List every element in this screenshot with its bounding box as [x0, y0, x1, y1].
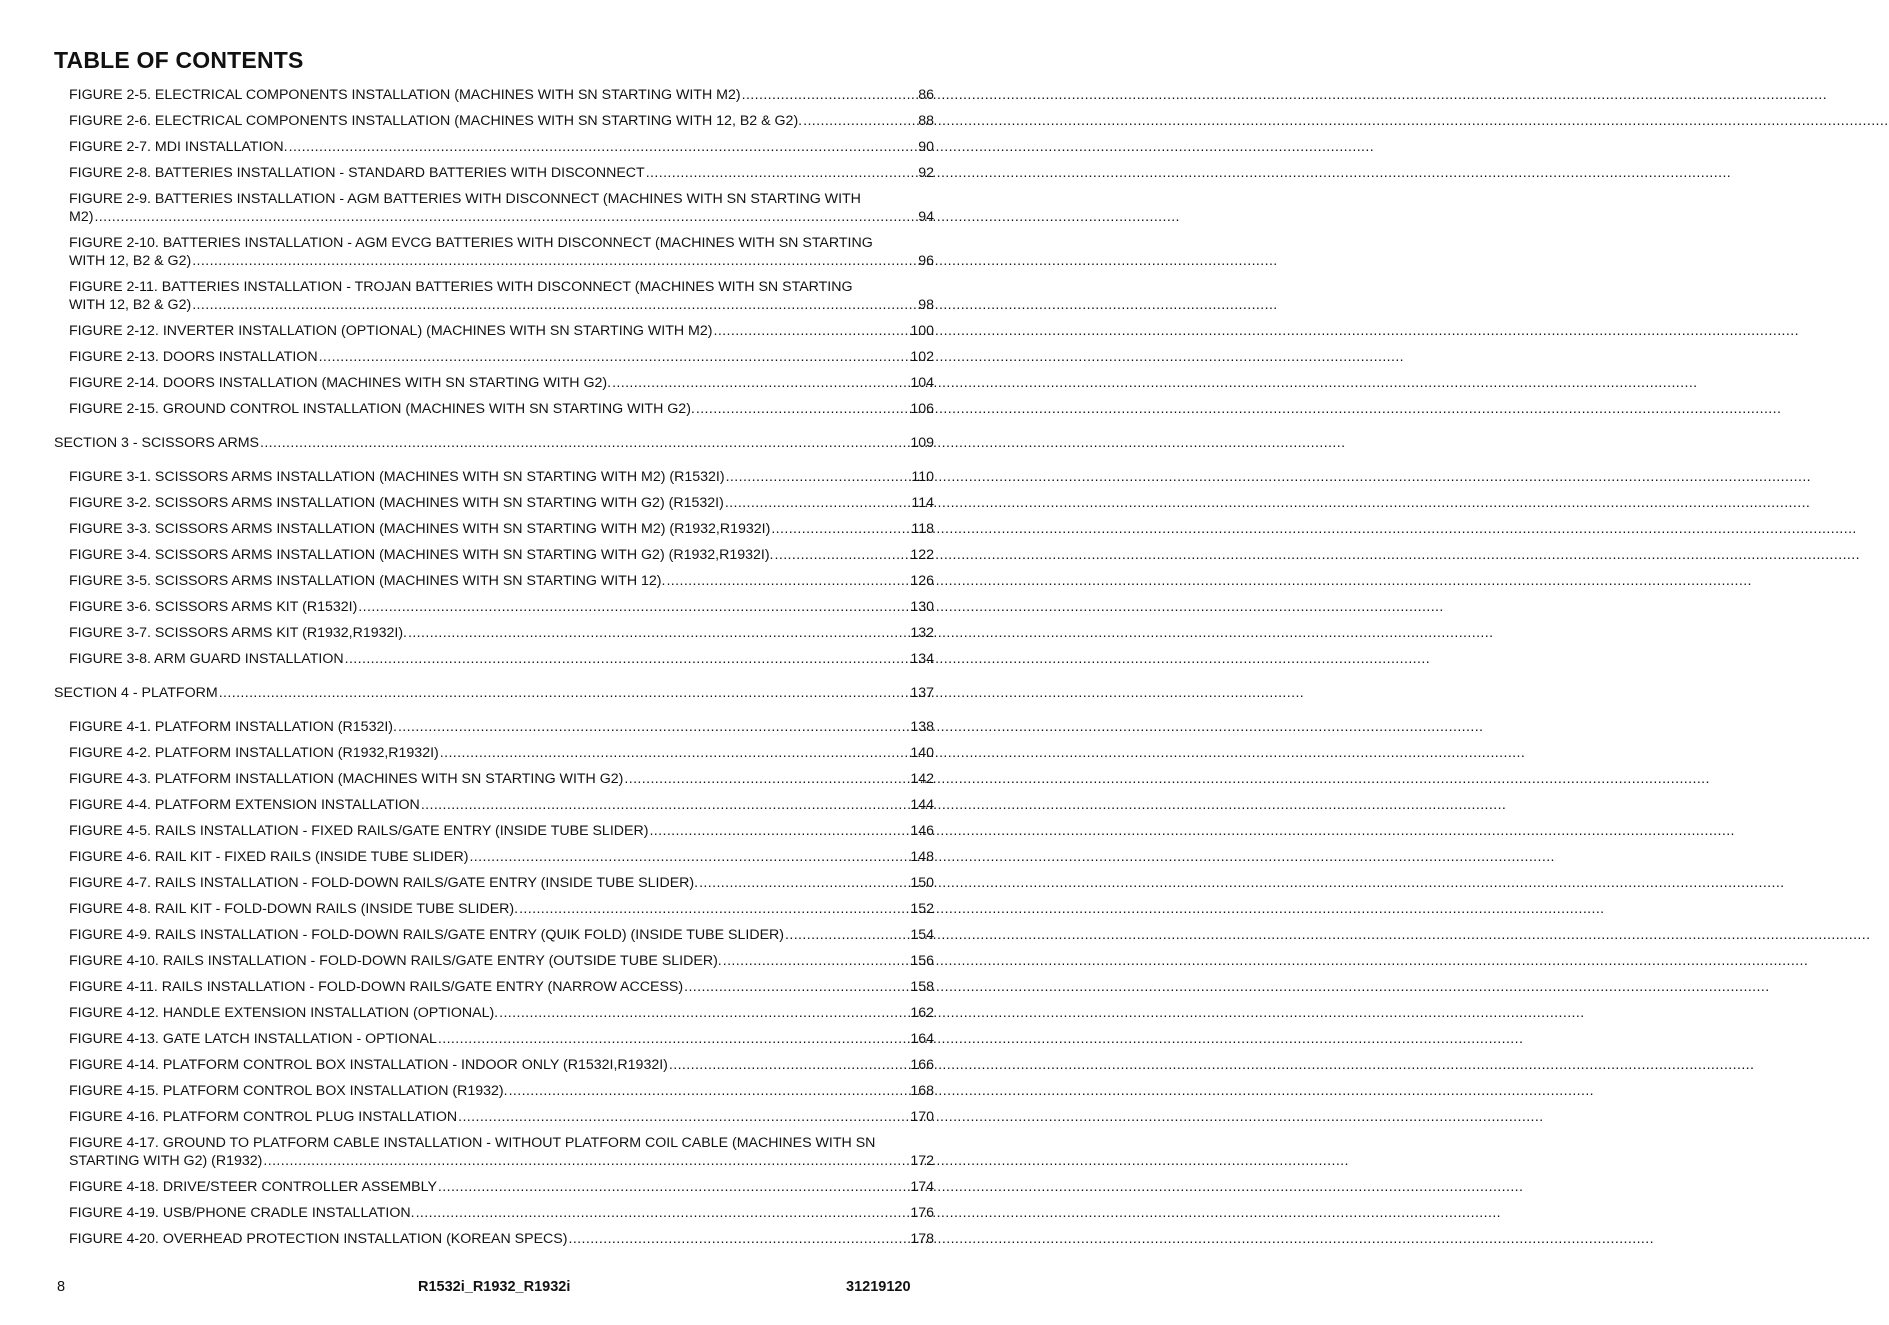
dot-leader: [345, 650, 910, 668]
toc-figure-entry[interactable]: [54, 718, 934, 736]
toc-figure-entry[interactable]: [54, 572, 934, 590]
toc-page-number: 96: [918, 253, 934, 269]
toc-page-number: 126: [910, 573, 934, 589]
toc-entry-title: FIGURE 3-7. SCISSORS ARMS KIT (R1932,R1932I).: [69, 625, 407, 641]
toc-figure-entry[interactable]: [54, 1230, 934, 1248]
toc-page-number: 109: [910, 435, 934, 451]
dot-leader: [669, 1056, 909, 1074]
dot-leader: [192, 296, 917, 314]
toc-entry-title: FIGURE 4-14. PLATFORM CONTROL BOX INSTALLATION - INDOOR ONLY (R1532I,R1932I): [69, 1057, 668, 1073]
page-title: TABLE OF CONTENTS: [54, 47, 304, 73]
dot-leader: [509, 1082, 910, 1100]
toc-page-number: 156: [910, 953, 934, 969]
toc-page-number: 164: [910, 1031, 934, 1047]
dot-leader: [438, 1178, 909, 1196]
toc-page-number: 132: [910, 625, 934, 641]
dot-leader: [416, 1204, 910, 1222]
toc-page-number: 158: [910, 979, 934, 995]
toc-figure-entry[interactable]: [54, 822, 934, 840]
toc-entry-title-line1: FIGURE 2-9. BATTERIES INSTALLATION - AGM BATTERIES WITH DISCONNECT (MACHINES WITH SN STARTING WITH: [69, 191, 861, 207]
toc-entry-title-line1: FIGURE 2-11. BATTERIES INSTALLATION - TROJAN BATTERIES WITH DISCONNECT (MACHINES WITH SN STARTING: [69, 279, 853, 295]
toc-figure-entry[interactable]: [54, 468, 934, 486]
toc-entry-title: FIGURE 4-16. PLATFORM CONTROL PLUG INSTALLATION: [69, 1109, 458, 1125]
dot-leader: [408, 624, 909, 642]
toc-figure-entry[interactable]: [54, 770, 934, 788]
toc-figure-entry[interactable]: [54, 650, 934, 668]
toc-entry-title-line2: M2): [69, 209, 94, 225]
toc-figure-entry[interactable]: [54, 1108, 934, 1126]
dot-leader: [499, 1004, 909, 1022]
dot-leader: [440, 744, 910, 762]
dot-leader: [649, 822, 909, 840]
toc-page-number: 140: [910, 745, 934, 761]
toc-page-number: 94: [918, 209, 934, 225]
dot-leader: [713, 322, 909, 340]
toc-page-number: 172: [910, 1153, 934, 1169]
toc-entry-title: SECTION 3 - SCISSORS ARMS: [54, 435, 259, 451]
toc-entry-title: FIGURE 4-12. HANDLE EXTENSION INSTALLATION (OPTIONAL).: [69, 1005, 499, 1021]
toc-page-number: 170: [910, 1109, 934, 1125]
dot-leader: [723, 952, 910, 970]
toc-entry-title-line2: STARTING WITH G2) (R1932): [69, 1153, 263, 1169]
toc-entry-title-line2: WITH 12, B2 & G2): [69, 253, 192, 269]
toc-figure-entry[interactable]: [54, 190, 934, 226]
toc-entry-title: FIGURE 3-8. ARM GUARD INSTALLATION: [69, 651, 344, 667]
toc-page-number: 98: [918, 297, 934, 313]
toc-figure-entry[interactable]: [54, 374, 934, 392]
toc-entry-title: FIGURE 4-8. RAIL KIT - FOLD-DOWN RAILS (INSIDE TUBE SLIDER).: [69, 901, 519, 917]
toc-page-number: 178: [910, 1231, 934, 1247]
toc-page-number: 152: [910, 901, 934, 917]
dot-leader: [696, 400, 909, 418]
toc-entry-title: FIGURE 3-5. SCISSORS ARMS INSTALLATION (MACHINES WITH SN STARTING WITH 12).: [69, 573, 666, 589]
toc-entry-title: FIGURE 4-2. PLATFORM INSTALLATION (R1932,R1932I): [69, 745, 439, 761]
dot-leader: [699, 874, 909, 892]
toc-page-number: 114: [911, 495, 934, 511]
toc-figure-entry[interactable]: [54, 926, 934, 944]
dot-leader: [94, 208, 917, 226]
toc-entry-title: FIGURE 4-5. RAILS INSTALLATION - FIXED RAILS/GATE ENTRY (INSIDE TUBE SLIDER): [69, 823, 649, 839]
toc-entry-title: FIGURE 2-13. DOORS INSTALLATION: [69, 349, 318, 365]
dot-leader: [469, 848, 909, 866]
toc-page-number: 90: [918, 139, 934, 155]
toc-page-number: 162: [910, 1005, 934, 1021]
toc-page-number: 154: [910, 927, 934, 943]
toc-entry-title: FIGURE 2-15. GROUND CONTROL INSTALLATION (MACHINES WITH SN STARTING WITH G2).: [69, 401, 695, 417]
toc-figure-entry[interactable]: [54, 1004, 934, 1022]
toc-entry-title-line1: FIGURE 2-10. BATTERIES INSTALLATION - AGM EVCG BATTERIES WITH DISCONNECT (MACHINES WITH SN STARTING: [69, 235, 873, 251]
toc-figure-entry[interactable]: [54, 1204, 934, 1222]
dot-leader: [785, 926, 909, 944]
toc-entry-title: FIGURE 4-10. RAILS INSTALLATION - FOLD-DOWN RAILS/GATE ENTRY (OUTSIDE TUBE SLIDER).: [69, 953, 722, 969]
toc-entry-title: FIGURE 4-3. PLATFORM INSTALLATION (MACHINES WITH SN STARTING WITH G2): [69, 771, 624, 787]
toc-figure-entry[interactable]: [54, 1030, 934, 1048]
toc-entry-title: FIGURE 3-3. SCISSORS ARMS INSTALLATION (MACHINES WITH SN STARTING WITH M2) (R1932,R1932I): [69, 521, 771, 537]
toc-figure-entry[interactable]: [54, 400, 934, 418]
toc-page-number: 150: [910, 875, 934, 891]
toc-entry-title: FIGURE 4-20. OVERHEAD PROTECTION INSTALLATION (KOREAN SPECS): [69, 1231, 568, 1247]
toc-page-number: 148: [910, 849, 934, 865]
toc-page-number: 92: [918, 165, 934, 181]
toc-figure-entry[interactable]: [54, 348, 934, 366]
dot-leader: [569, 1230, 910, 1248]
dot-leader: [666, 572, 909, 590]
toc-figure-entry[interactable]: [54, 138, 934, 156]
dot-leader: [684, 978, 909, 996]
toc-figure-entry[interactable]: [54, 848, 934, 866]
toc-figure-entry[interactable]: [54, 322, 934, 340]
toc-page-number: 88: [918, 113, 934, 129]
toc-entry-title: FIGURE 4-7. RAILS INSTALLATION - FOLD-DOWN RAILS/GATE ENTRY (INSIDE TUBE SLIDER).: [69, 875, 699, 891]
toc-figure-entry[interactable]: [54, 874, 934, 892]
toc-entry-title: SECTION 4 - PLATFORM: [54, 685, 218, 701]
toc-page-number: 118: [911, 521, 934, 537]
toc-entry-title: FIGURE 2-8. BATTERIES INSTALLATION - STANDARD BATTERIES WITH DISCONNECT: [69, 165, 645, 181]
toc-entry-title: FIGURE 4-1. PLATFORM INSTALLATION (R1532I).: [69, 719, 397, 735]
toc-page-number: 86: [918, 87, 934, 103]
dot-leader: [458, 1108, 909, 1126]
toc-section-entry[interactable]: [54, 684, 934, 702]
toc-entry-title: FIGURE 4-11. RAILS INSTALLATION - FOLD-DOWN RAILS/GATE ENTRY (NARROW ACCESS): [69, 979, 684, 995]
page-footer: [0, 1279, 1024, 1299]
toc-entry-title: FIGURE 2-12. INVERTER INSTALLATION (OPTIONAL) (MACHINES WITH SN STARTING WITH M2): [69, 323, 713, 339]
toc-page-number: 137: [910, 685, 934, 701]
dot-leader: [624, 770, 909, 788]
toc-entry-title: FIGURE 4-15. PLATFORM CONTROL BOX INSTALLATION (R1932).: [69, 1083, 508, 1099]
toc-entry-title: FIGURE 3-1. SCISSORS ARMS INSTALLATION (MACHINES WITH SN STARTING WITH M2) (R1532I): [69, 469, 725, 485]
toc-page-number: 122: [910, 547, 934, 563]
dot-leader: [775, 546, 910, 564]
dot-leader: [803, 112, 917, 130]
toc-entry-title: FIGURE 4-9. RAILS INSTALLATION - FOLD-DOWN RAILS/GATE ENTRY (QUIK FOLD) (INSIDE TUBE SLIDER): [69, 927, 785, 943]
toc-page-number: 174: [910, 1179, 934, 1195]
toc-entry-title: FIGURE 3-6. SCISSORS ARMS KIT (R1532I): [69, 599, 358, 615]
toc-entry-title-line2: WITH 12, B2 & G2): [69, 297, 192, 313]
toc-figure-entry[interactable]: [54, 546, 934, 564]
dot-leader: [726, 468, 911, 486]
toc-figure-entry[interactable]: [54, 520, 934, 538]
dot-leader: [742, 86, 918, 104]
toc-page-number: 166: [910, 1057, 934, 1073]
toc-page-number: 168: [910, 1083, 934, 1099]
toc-entry-title: FIGURE 4-13. GATE LATCH INSTALLATION - OPTIONAL: [69, 1031, 437, 1047]
toc-entry-title-line1: FIGURE 4-17. GROUND TO PLATFORM CABLE INSTALLATION - WITHOUT PLATFORM COIL CABLE (MACHINES WITH SN: [69, 1135, 876, 1151]
toc-entry-title: FIGURE 4-6. RAIL KIT - FIXED RAILS (INSIDE TUBE SLIDER): [69, 849, 469, 865]
toc-page-number: 138: [910, 719, 934, 735]
toc-entry-title: FIGURE 4-4. PLATFORM EXTENSION INSTALLATION: [69, 797, 420, 813]
toc-entry-title: FIGURE 2-14. DOORS INSTALLATION (MACHINES WITH SN STARTING WITH G2).: [69, 375, 612, 391]
dot-leader: [725, 494, 911, 512]
toc-page-number: 104: [910, 375, 934, 391]
toc-page-number: 130: [910, 599, 934, 615]
toc-figure-entry[interactable]: [54, 234, 934, 270]
toc-figure-entry[interactable]: [54, 1178, 934, 1196]
toc-figure-entry[interactable]: [54, 1082, 934, 1100]
toc-figure-entry[interactable]: [54, 978, 934, 996]
toc-entry-title: FIGURE 2-7. MDI INSTALLATION.: [69, 139, 288, 155]
toc-figure-entry[interactable]: [54, 598, 934, 616]
dot-leader: [771, 520, 910, 538]
dot-leader: [260, 434, 909, 452]
footer-document-number: 31219120: [846, 1279, 911, 1295]
dot-leader: [438, 1030, 909, 1048]
toc-figure-entry[interactable]: [54, 900, 934, 918]
dot-leader: [319, 348, 910, 366]
toc-page-number: 110: [911, 469, 934, 485]
dot-leader: [358, 598, 909, 616]
toc-figure-entry[interactable]: [54, 952, 934, 970]
dot-leader: [519, 900, 909, 918]
footer-page-number: 8: [57, 1279, 66, 1295]
toc-page-number: 144: [910, 797, 934, 813]
toc-page-number: 142: [910, 771, 934, 787]
toc-figure-entry[interactable]: [54, 1056, 934, 1074]
toc-entry-title: FIGURE 3-4. SCISSORS ARMS INSTALLATION (MACHINES WITH SN STARTING WITH G2) (R1932,R1932I).: [69, 547, 774, 563]
dot-leader: [421, 796, 910, 814]
toc-figure-entry[interactable]: [54, 624, 934, 642]
dot-leader: [289, 138, 918, 156]
toc-figure-entry[interactable]: [54, 278, 934, 314]
toc-page-number: 106: [910, 401, 934, 417]
toc-figure-entry[interactable]: [54, 86, 934, 104]
table-of-contents: [54, 86, 934, 1248]
toc-page-number: 102: [910, 349, 934, 365]
toc-entry-title: FIGURE 2-5. ELECTRICAL COMPONENTS INSTALLATION (MACHINES WITH SN STARTING WITH M2): [69, 87, 741, 103]
toc-figure-entry[interactable]: [54, 494, 934, 512]
toc-page-number: 100: [910, 323, 934, 339]
toc-figure-entry[interactable]: [54, 164, 934, 182]
toc-entry-title: FIGURE 4-19. USB/PHONE CRADLE INSTALLATION.: [69, 1205, 415, 1221]
toc-entry-title: FIGURE 4-18. DRIVE/STEER CONTROLLER ASSEMBLY: [69, 1179, 437, 1195]
dot-leader: [192, 252, 917, 270]
toc-page-number: 134: [910, 651, 934, 667]
dot-leader: [398, 718, 909, 736]
dot-leader: [646, 164, 918, 182]
footer-model: R1532i_R1932_R1932i: [418, 1279, 571, 1295]
toc-page-number: 146: [910, 823, 934, 839]
toc-figure-entry[interactable]: [54, 796, 934, 814]
toc-entry-title: FIGURE 2-6. ELECTRICAL COMPONENTS INSTALLATION (MACHINES WITH SN STARTING WITH 12, B2 & G2).: [69, 113, 803, 129]
toc-page-number: 176: [910, 1205, 934, 1221]
dot-leader: [263, 1152, 909, 1170]
toc-figure-entry[interactable]: [54, 744, 934, 762]
toc-figure-entry[interactable]: [54, 112, 934, 130]
dot-leader: [219, 684, 910, 702]
toc-entry-title: FIGURE 3-2. SCISSORS ARMS INSTALLATION (MACHINES WITH SN STARTING WITH G2) (R1532I): [69, 495, 724, 511]
dot-leader: [612, 374, 909, 392]
toc-figure-entry[interactable]: [54, 1134, 934, 1170]
toc-section-entry[interactable]: [54, 434, 934, 452]
